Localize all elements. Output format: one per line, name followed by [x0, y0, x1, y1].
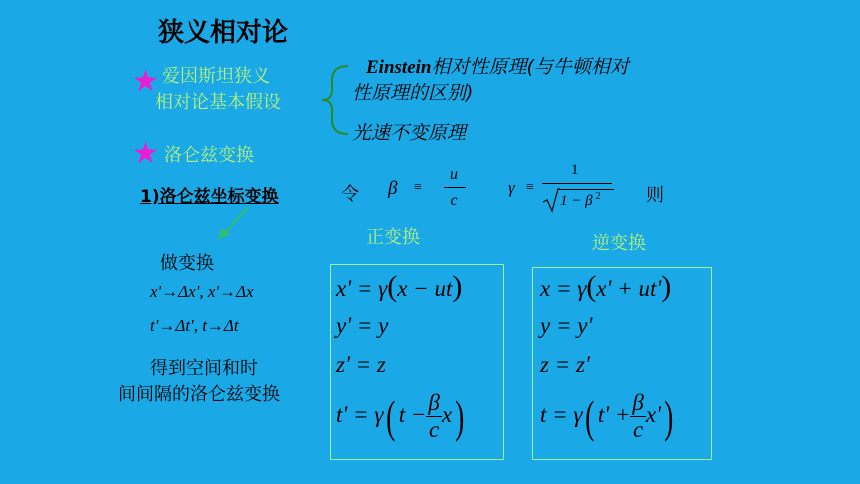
then-label: 则	[646, 185, 664, 206]
section-label	[140, 182, 279, 207]
diff-line-2: t'→Δt', t→Δt	[150, 316, 239, 335]
inverse-eq-1: x = γ(x' + ut')	[540, 270, 672, 303]
star-icon: ★	[132, 136, 159, 171]
forward-eq-4-den: c	[429, 417, 440, 442]
forward-label: 正变换	[366, 227, 420, 248]
inverse-eq-2: y = y'	[540, 313, 593, 338]
result-line-2: 间间隔的洛仑兹变换	[118, 384, 280, 405]
forward-eq-4-post: x	[441, 401, 453, 427]
forward-eq-1-inner: x − ut	[397, 276, 453, 301]
section-label-text: 1)洛仑兹坐标变换	[140, 187, 279, 207]
inverse-eq-1-lhs: x = γ	[540, 276, 587, 301]
equiv-symbol-2: ≡	[526, 180, 534, 195]
bullet-postulates-line2: 相对论基本假设	[155, 92, 281, 113]
inverse-eq-4-num: β	[632, 390, 644, 415]
one-symbol: 1	[571, 162, 579, 178]
inverse-eq-1-inner: x' + ut'	[596, 276, 662, 301]
forward-eq-4-pre: t −	[398, 401, 427, 427]
inverse-eq-4-lhs: t = γ	[540, 401, 583, 427]
inverse-eq-4-den: c	[633, 417, 644, 442]
equiv-symbol-1: ≡	[414, 180, 422, 195]
forward-eq-1: x' = γ(x − ut)	[336, 270, 463, 303]
arrow-icon	[214, 204, 254, 244]
radicand-text: 1 − β	[560, 193, 593, 209]
inverse-eq-4-pre: t' +	[597, 401, 631, 427]
do-transform-label: 做变换	[160, 253, 214, 274]
exponent: 2	[595, 191, 601, 202]
postulate-2: 光速不变原理	[352, 122, 467, 144]
inverse-eq-3: z = z'	[540, 352, 590, 377]
sqrt-icon	[542, 188, 560, 214]
gamma-symbol: γ	[508, 178, 515, 197]
forward-eq-1-lhs: x' = γ	[336, 276, 388, 301]
forward-eq-2: y' = y	[336, 313, 389, 338]
diff-line-1: x'→Δx', x'→Δx	[150, 282, 254, 301]
u-symbol: u	[450, 166, 458, 183]
postulate-1-line2: 性原理的区别)	[352, 82, 474, 104]
result-line-1: 得到空间和时	[150, 358, 258, 379]
inverse-eq-4-post: x'	[645, 401, 662, 427]
fraction-bar	[444, 187, 466, 188]
radicand	[560, 191, 601, 210]
star-icon: ★	[132, 64, 159, 99]
let-label: 令	[341, 184, 359, 205]
c-symbol: c	[450, 192, 458, 209]
postulate-1-text: 相对性原理(与牛顿相对	[431, 56, 629, 78]
inverse-eq-4: t = γ( t' + $\frac{\beta}{c}$ x')	[540, 390, 674, 442]
beta-symbol: β	[388, 178, 398, 199]
forward-eq-3: z' = z	[336, 352, 386, 377]
einstein-label: Einstein	[366, 57, 432, 78]
forward-eq-4-num: β	[428, 390, 440, 415]
forward-eq-4-lhs: t' = γ	[336, 401, 384, 427]
postulate-1	[366, 52, 629, 79]
fraction-bar	[542, 183, 612, 184]
bullet-lorentz: 洛仑兹变换	[164, 145, 254, 166]
page-title: 狭义相对论	[158, 18, 289, 48]
forward-eq-4: t' = γ( t − $\frac{\beta}{c}$ x)	[336, 390, 465, 442]
inverse-label: 逆变换	[592, 233, 646, 254]
bullet-postulates-line1: 爱因斯坦狭义	[162, 66, 270, 87]
sqrt-bar	[558, 189, 614, 190]
